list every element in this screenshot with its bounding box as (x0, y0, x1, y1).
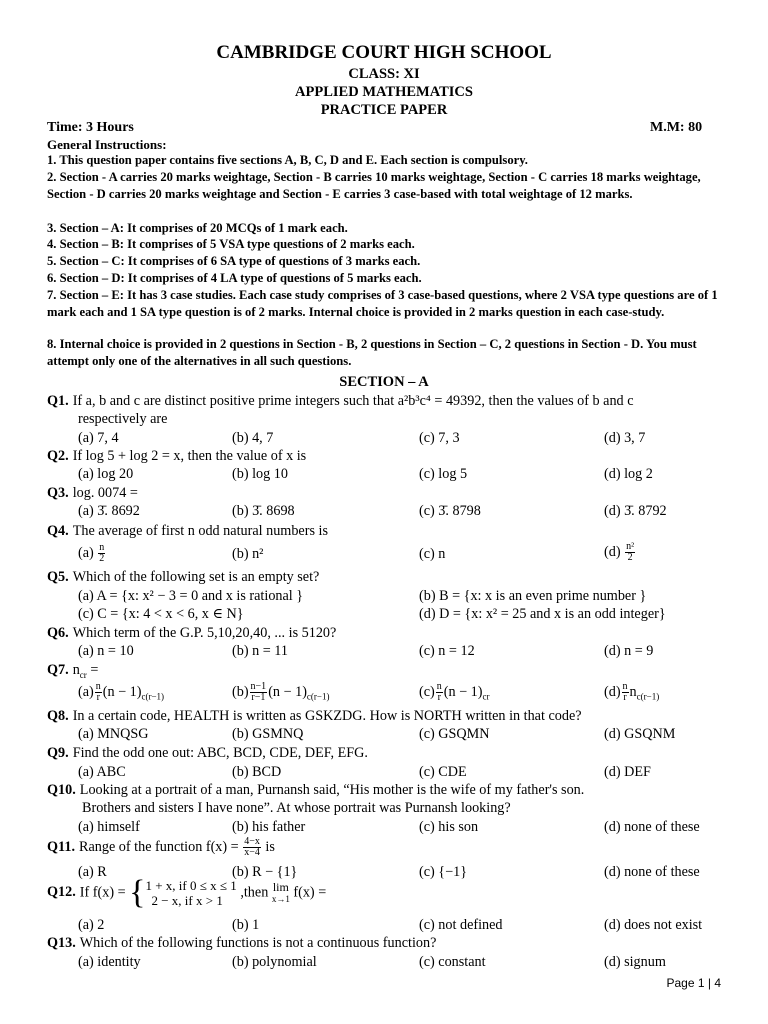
q6-option-a: (a) n = 10 (78, 643, 134, 659)
q7-option-c (419, 682, 489, 703)
q13-option-b: (b) polynomial (232, 954, 317, 970)
question-number: Q7. (47, 662, 69, 678)
question-number: Q10. (47, 782, 76, 798)
q10-option-b: (b) his father (232, 819, 306, 835)
q1-option-b: (b) 4, 7 (232, 430, 274, 446)
question-number: Q2. (47, 448, 69, 464)
option-text: n (629, 683, 637, 700)
instruction-1: 1. This question paper contains five sections A, B, C, D and E. Each section is compulsory. (47, 153, 528, 167)
q13-option-a: (a) identity (78, 954, 141, 970)
subscript: c(r−1) (636, 691, 660, 702)
q8-option-a: (a) MNQSG (78, 726, 149, 742)
question-text: Which of the following functions is not a continuous function? (79, 935, 437, 951)
question-text-tail: = (86, 662, 99, 678)
q9-option-d: (d) DEF (604, 764, 651, 780)
q13-option-d: (d) signum (604, 954, 666, 970)
q4-option-b: (b) n² (232, 546, 264, 562)
option-label: (d) (604, 683, 621, 700)
q10-option-a: (a) himself (78, 819, 140, 835)
q2-option-b: (b) log 10 (232, 466, 288, 482)
question-number: Q11. (47, 838, 75, 855)
question-text: The average of first n odd natural numbers is (72, 523, 328, 539)
q3-option-d: (d) 3̄. 8792 (604, 503, 667, 519)
q6-option-d: (d) n = 9 (604, 643, 654, 659)
q8-option-c: (c) GSQMN (419, 726, 490, 742)
question-7 (47, 662, 98, 680)
q10-option-d: (d) none of these (604, 819, 700, 835)
subject-label: APPLIED MATHEMATICS (295, 84, 473, 100)
fraction: $\frac{\text{n²}}{2}$ (626, 541, 635, 563)
question-text: If f(x) = (79, 884, 126, 901)
q9-option-b: (b) BCD (232, 764, 282, 780)
q6-option-b: (b) n = 11 (232, 643, 288, 659)
q7-option-b (232, 682, 329, 703)
subscript: c(r−1) (141, 691, 165, 702)
question-13 (47, 935, 436, 952)
school-name: CAMBRIDGE COURT HIGH SCHOOL (216, 42, 552, 63)
q9-option-a: (a) ABC (78, 764, 126, 780)
fraction: $\frac{n}{2}$ (99, 542, 105, 564)
question-text: log. 0074 = (72, 485, 138, 501)
question-1 (47, 393, 634, 410)
q3-option-b: (b) 3̄. 8698 (232, 503, 295, 519)
section-a-title: SECTION – A (339, 374, 429, 390)
subscript: c(r−1) (306, 691, 330, 702)
question-number: Q1. (47, 393, 69, 409)
general-instructions-title: General Instructions: (47, 137, 167, 152)
instruction-8: 8. Internal choice is provided in 2 questions in Section - B, 2 questions in Section – C, 2 questions in Section - D. You must attempt only one of the alternatives in all such questions. (47, 337, 697, 368)
subscript: cr (482, 691, 490, 702)
q12-option-d: (d) does not exist (604, 917, 703, 933)
question-11 (47, 837, 275, 858)
brace-symbol: { (129, 874, 146, 911)
question-text: Looking at a portrait of a man, Purnansh said, “His mother is the wife of my father's son. (79, 782, 585, 798)
q4-option-d (604, 542, 636, 563)
fraction: $\frac{n}{r}$ (436, 681, 442, 703)
question-10-continued: Brothers and sisters I have none”. At whose portrait was Purnansh looking? (82, 800, 511, 816)
time-label: Time: 3 Hours (47, 120, 134, 135)
q5-option-a: (a) A = {x: x² − 3 = 0 and x is rational } (78, 588, 304, 604)
question-number: Q9. (47, 745, 69, 761)
q12-option-a: (a) 2 (78, 917, 105, 933)
case-2: 2 − x, if x > 1 (151, 893, 223, 908)
question-10 (47, 782, 584, 799)
instruction-7: 7. Section – E: It has 3 case studies. Each case study comprises of 3 case-based questions, where 2 VSA type questions are of 1 mark each and 1 SA type question is of 2 marks. Internal choice is provided in 2 marks question in each case-study. (47, 288, 718, 319)
instruction-5: 5. Section – C: It comprises of 6 SA type of questions of 3 marks each. (47, 254, 421, 268)
question-6 (47, 625, 336, 642)
question-5 (47, 569, 319, 586)
q6-option-c: (c) n = 12 (419, 643, 475, 659)
q8-option-b: (b) GSMNQ (232, 726, 304, 742)
question-text-tail: f(x) = (293, 884, 327, 901)
q5-option-c: (c) C = {x: 4 < x < 6, x ∈ N} (78, 606, 244, 622)
question-text-tail: is (265, 838, 275, 855)
q1-option-d: (d) 3, 7 (604, 430, 646, 446)
q7-option-d (604, 682, 659, 703)
q12-option-c: (c) not defined (419, 917, 503, 933)
q7-option-a (78, 682, 164, 703)
question-text-mid: ,then (240, 884, 269, 901)
q8-option-d: (d) GSQNM (604, 726, 676, 742)
q11-option-c: (c) {−1} (419, 864, 468, 880)
question-9 (47, 745, 368, 762)
max-marks-label: M.M: 80 (650, 120, 703, 135)
q4-option-a (78, 543, 106, 564)
instruction-6: 6. Section – D: It comprises of 4 LA type of questions of 5 marks each. (47, 271, 422, 285)
piecewise-cases (145, 878, 236, 908)
q9-option-c: (c) CDE (419, 764, 467, 780)
option-label: (b) (232, 683, 249, 700)
q1-option-a: (a) 7, 4 (78, 430, 119, 446)
q11-option-b: (b) R − {1} (232, 864, 298, 880)
fraction: $\frac{4-x}{x-4}$ (244, 836, 260, 858)
question-4 (47, 523, 328, 540)
q10-option-c: (c) his son (419, 819, 479, 835)
question-number: Q12. (47, 884, 76, 901)
q4-option-c: (c) n (419, 546, 446, 562)
question-text: Find the odd one out: ABC, BCD, CDE, DEF, EFG. (72, 745, 368, 761)
option-text: (n − 1) (102, 683, 142, 700)
question-number: Q6. (47, 625, 69, 641)
question-text: If log 5 + log 2 = x, then the value of x is (72, 448, 307, 464)
question-3 (47, 485, 138, 502)
question-text: Which term of the G.P. 5,10,20,40, ... is 5120? (72, 625, 337, 641)
question-text: If a, b and c are distinct positive prime integers such that a²b³c⁴ = 49392, then the values of b and c (72, 393, 634, 409)
question-number: Q13. (47, 935, 76, 951)
question-text: Range of the function f(x) = (79, 838, 239, 855)
q12-option-b: (b) 1 (232, 917, 260, 933)
instruction-4: 4. Section – B: It comprises of 5 VSA type questions of 2 marks each. (47, 237, 415, 251)
q1-option-c: (c) 7, 3 (419, 430, 460, 446)
question-8 (47, 708, 582, 725)
fraction: $\frac{n-1}{r-1}$ (250, 681, 267, 703)
q2-option-a: (a) log 20 (78, 466, 134, 482)
page-number: Page 1 | 4 (666, 976, 721, 990)
q3-option-a: (a) 3̄. 8692 (78, 503, 140, 519)
question-number: Q8. (47, 708, 69, 724)
question-number: Q5. (47, 569, 69, 585)
q5-option-b: (b) B = {x: x is an even prime number } (419, 588, 647, 604)
question-2 (47, 448, 306, 465)
option-text: (n − 1) (268, 683, 307, 700)
instruction-3: 3. Section – A: It comprises of 20 MCQs of 1 mark each. (47, 221, 348, 235)
q11-option-a: (a) R (78, 864, 107, 880)
case-1: 1 + x, if 0 ≤ x ≤ 1 (145, 878, 237, 893)
q11-option-d: (d) none of these (604, 864, 700, 880)
option-label: (a) (78, 683, 94, 700)
question-12 (47, 874, 327, 911)
q3-option-c: (c) 3̄. 8798 (419, 503, 481, 519)
instruction-2: 2. Section - A carries 20 marks weightage, Section - B carries 10 marks weightage, Section - C carries 18 marks weightage, Section - D carries 20 marks weightage and Section - E carries 3 case-based with total weightage of 12 marks. (47, 170, 701, 201)
fraction: $\frac{n}{r}$ (622, 681, 628, 703)
class-label: CLASS: XI (348, 66, 420, 82)
question-1-continued: respectively are (78, 411, 168, 427)
question-number: Q3. (47, 485, 69, 501)
question-text: n (72, 662, 80, 678)
question-number: Q4. (47, 523, 69, 539)
q2-option-d: (d) log 2 (604, 466, 653, 482)
q13-option-c: (c) constant (419, 954, 486, 970)
fraction: $\frac{n}{r}$ (95, 681, 101, 703)
limit-symbol: lim x→1 (271, 880, 290, 904)
question-text: In a certain code, HEALTH is written as GSKZDG. How is NORTH written in that code? (72, 708, 582, 724)
option-label: (a) (78, 544, 94, 561)
option-label: (d) (604, 543, 621, 560)
option-label: (c) (419, 683, 435, 700)
q2-option-c: (c) log 5 (419, 466, 468, 482)
question-text: Which of the following set is an empty set? (72, 569, 320, 585)
paper-label: PRACTICE PAPER (320, 102, 448, 118)
subscript: cr (79, 669, 87, 680)
option-text: (n − 1) (443, 683, 483, 700)
q5-option-d: (d) D = {x: x² = 25 and x is an odd integer} (419, 606, 666, 622)
